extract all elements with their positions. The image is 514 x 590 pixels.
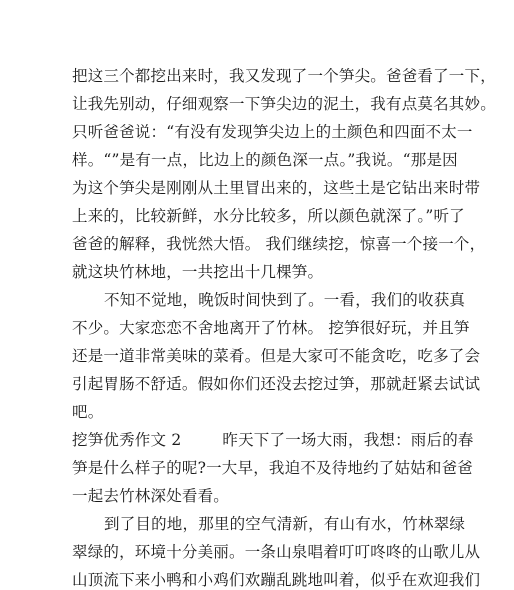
text-line: 不少。大家恋恋不舍地离开了竹林。 挖笋很好玩，并且笋	[72, 319, 470, 337]
text-line: 一起去竹林深处看看。	[72, 487, 230, 505]
text-line: 为这个笋尖是刚刚从土里冒出来的，这些土是它钻出来时带	[72, 179, 481, 197]
section-heading-line: 挖笋优秀作文 2 昨天下了一场大雨，我想：雨后的春	[72, 431, 474, 449]
text-line: 让我先别动，仔细观察一下笋尖边的泥土，我有点莫名其妙。	[72, 95, 496, 113]
text-line: 引起胃肠不舒适。假如你们还没去挖过笋，那就赶紧去试试	[72, 375, 481, 393]
text-line: 爸爸的解释，我恍然大悟。 我们继续挖，惊喜一个接一个，	[72, 235, 486, 253]
paragraph-first-line: 到了目的地，那里的空气清新，有山有水，竹林翠绿	[104, 515, 466, 533]
text-line: 只听爸爸说：“有没有发现笋尖边上的土颜色和四面不太一	[72, 123, 473, 141]
text-line: 把这三个都挖出来时，我又发现了一个笋尖。爸爸看了一下，	[72, 67, 496, 85]
text-line: 山顶流下来小鸭和小鸡们欢蹦乱跳地叫着，似乎在欢迎我们	[72, 571, 481, 589]
paragraph-first-line: 不知不觉地，晚饭时间快到了。一看，我们的收获真	[104, 291, 466, 309]
text-line: 翠绿的，环境十分美丽。一条山泉唱着叮叮咚咚的山歌儿从	[72, 543, 481, 561]
text-line: 还是一道非常美味的菜肴。但是大家可不能贪吃，吃多了会	[72, 347, 481, 365]
text-line: 样。“”是有一点，比边上的颜色深一点。”我说。“那是因	[72, 151, 458, 169]
text-line: 笋是什么样子的呢?一大早，我迫不及待地约了姑姑和爸爸	[72, 459, 474, 477]
text-line: 就这块竹林地，一共挖出十几棵笋。	[72, 263, 324, 281]
text-line: 上来的，比较新鲜，水分比较多，所以颜色就深了。”听了	[72, 207, 465, 225]
text-line: 吧。	[72, 403, 104, 421]
